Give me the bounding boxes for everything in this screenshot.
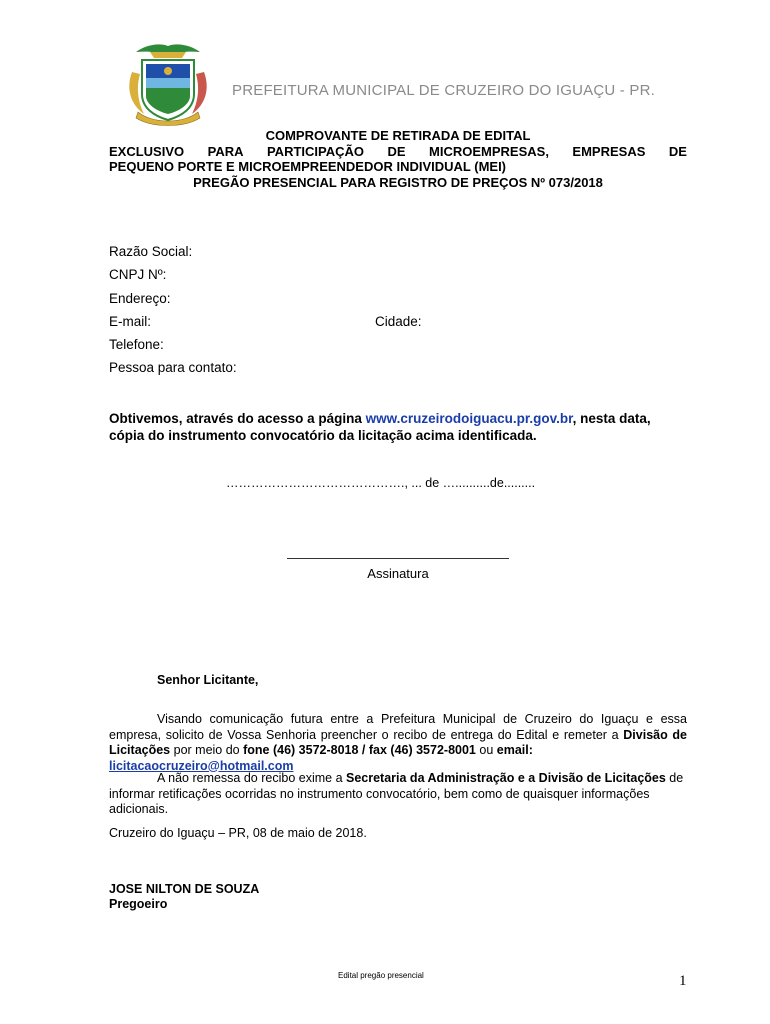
letter-greeting: Senhor Licitante,	[157, 673, 259, 687]
razao-social-label: Razão Social:	[109, 244, 193, 259]
telefone-label: Telefone:	[109, 337, 164, 352]
footer-text: Edital pregão presencial	[338, 971, 424, 980]
website-link[interactable]: www.cruzeirodoiguacu.pr.gov.br	[365, 411, 573, 426]
signer-name: JOSE NILTON DE SOUZA	[109, 882, 260, 896]
municipal-coat-of-arms-icon	[120, 42, 216, 126]
title-line-2: EXCLUSIVO PARA PARTICIPAÇÃO DE MICROEMPRESAS, EMPRESAS DE	[109, 143, 687, 159]
contact-email-link[interactable]: licitacaocruzeiro@hotmail.com	[109, 758, 294, 773]
cidade-label: Cidade:	[375, 314, 422, 329]
document-title-block	[109, 128, 687, 190]
email-label: E-mail:	[109, 314, 152, 329]
page-number: 1	[679, 973, 687, 989]
place-and-date: Cruzeiro do Iguaçu – PR, 08 de maio de 2018.	[109, 826, 367, 840]
signer-role: Pregoeiro	[109, 897, 168, 911]
cnpj-label: CNPJ Nº:	[109, 267, 167, 282]
title-line-4: PREGÃO PRESENCIAL PARA REGISTRO DE PREÇOS Nº 073/2018	[193, 174, 603, 190]
letter-paragraph-1: Visando comunicação futura entre a Prefeitura Municipal de Cruzeiro do Iguaçu e essa empresa, solicito de Vossa Senhoria preencher o recibo de entrega do Edital e remeter a Divisão de Licitações por meio do fone (46) 3572-8018 / fax (46) 3572-8001 ou email: licitacaocruzeiro@hotmail.com	[109, 712, 687, 773]
title-line-1: COMPROVANTE DE RETIRADA DE EDITAL	[265, 128, 531, 143]
endereco-label: Endereço:	[109, 291, 171, 306]
signature-label: Assinatura	[367, 566, 429, 581]
contact-person-label: Pessoa para contato:	[109, 360, 237, 375]
municipality-header-title: PREFEITURA MUNICIPAL DE CRUZEIRO DO IGUAÇU - PR.	[232, 82, 655, 99]
title-line-3: PEQUENO PORTE E MICROEMPREENDEDOR INDIVIDUAL (MEI)	[109, 159, 507, 174]
acquisition-statement: Obtivemos, através do acesso a página www.cruzeirodoiguacu.pr.gov.br, nesta data, cópia do instrumento convocatório da licitação acima identificada.	[109, 411, 651, 443]
signature-line	[287, 558, 509, 559]
letter-paragraph-2: A não remessa do recibo exime a Secretaria da Administração e a Divisão de Licitações de informar retificações ocorridas no instrumento convocatório, bem como de quaisquer informações adicionais.	[109, 771, 684, 816]
date-fill-line: ……………………………………., ... de …..........de.........	[226, 476, 536, 490]
